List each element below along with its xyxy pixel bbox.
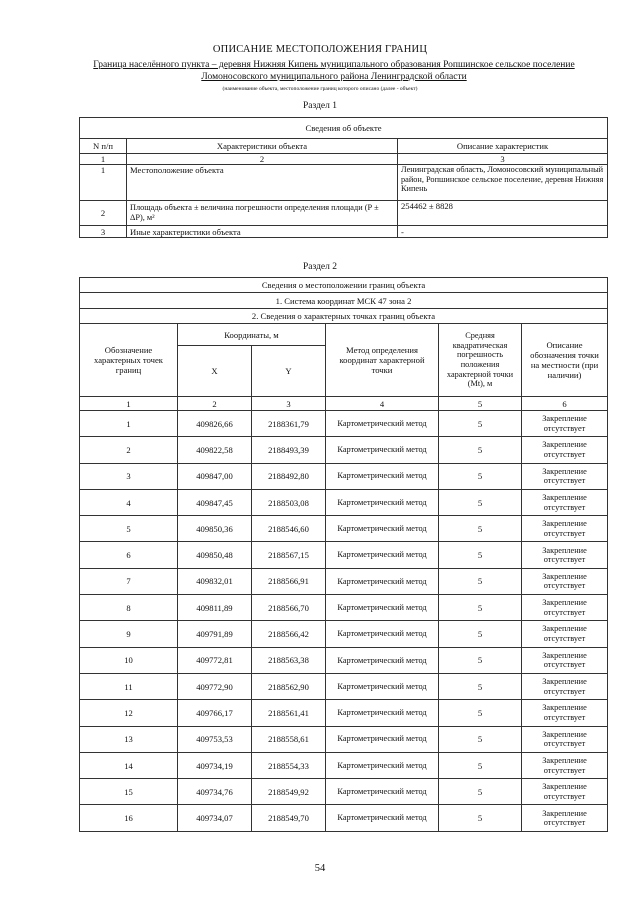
table-row	[80, 542, 608, 568]
coordinate-y: 2188549,70	[252, 805, 326, 831]
point-number: 16	[80, 805, 178, 831]
boundary-location-title: Сведения о местоположении границ объекта	[80, 278, 608, 293]
table-row	[80, 779, 608, 805]
section-2-label: Раздел 2	[303, 262, 337, 272]
point-number: 14	[80, 752, 178, 778]
point-number: 4	[80, 489, 178, 515]
coordinate-x: 409847,00	[178, 463, 252, 489]
col-number: 1	[80, 154, 127, 165]
header-error: Средняя квадратическая погрешность положения характерной точки (Mt), м	[439, 324, 522, 397]
point-description: Закрепление отсутствует	[522, 411, 608, 437]
method: Картометрический метод	[326, 647, 439, 673]
point-number: 11	[80, 673, 178, 699]
point-number: 13	[80, 726, 178, 752]
coordinate-y: 2188566,42	[252, 621, 326, 647]
header-characteristic: Характеристики объекта	[127, 139, 398, 154]
column-numbers-row	[80, 397, 608, 411]
object-name: Граница населённого пункта – деревня Нижняя Кипень муниципального образования Ропшинское сельское поселение Ломоносовского муниципального района Ленинградской области	[93, 60, 575, 82]
coordinate-y: 2188563,38	[252, 647, 326, 673]
object-info-table	[79, 117, 608, 238]
table-row	[80, 463, 608, 489]
method: Картометрический метод	[326, 595, 439, 621]
mean-error: 5	[439, 647, 522, 673]
mean-error: 5	[439, 489, 522, 515]
row-number: 1	[80, 165, 127, 201]
mean-error: 5	[439, 568, 522, 594]
characteristic-name: Площадь объекта ± величина погрешности определения площади (Р ± ΔР), м²	[127, 201, 398, 226]
method: Картометрический метод	[326, 568, 439, 594]
header-method: Метод определения координат характерной точки	[326, 324, 439, 397]
document-title: ОПИСАНИЕ МЕСТОПОЛОЖЕНИЯ ГРАНИЦ	[212, 44, 428, 55]
point-description: Закрепление отсутствует	[522, 700, 608, 726]
method: Картометрический метод	[326, 752, 439, 778]
mean-error: 5	[439, 779, 522, 805]
table-row	[80, 489, 608, 515]
point-description: Закрепление отсутствует	[522, 647, 608, 673]
characteristic-value: -	[398, 226, 608, 238]
coordinate-y: 2188558,61	[252, 726, 326, 752]
coordinate-x: 409734,07	[178, 805, 252, 831]
point-description: Закрепление отсутствует	[522, 673, 608, 699]
point-number: 15	[80, 779, 178, 805]
col-number: 2	[127, 154, 398, 165]
coordinate-y: 2188566,91	[252, 568, 326, 594]
method: Картометрический метод	[326, 542, 439, 568]
coordinate-x: 409847,45	[178, 489, 252, 515]
point-number: 5	[80, 516, 178, 542]
characteristic-value: Ленинградская область, Ломоносовский муниципальный район, Ропшинское сельское поселение, деревня Нижняя Кипень	[398, 165, 608, 201]
point-description: Закрепление отсутствует	[522, 437, 608, 463]
table-row	[80, 568, 608, 594]
table-row	[80, 411, 608, 437]
mean-error: 5	[439, 595, 522, 621]
characteristic-value: 254462 ± 8828	[398, 201, 608, 226]
point-number: 9	[80, 621, 178, 647]
method: Картометрический метод	[326, 437, 439, 463]
point-description: Закрепление отсутствует	[522, 489, 608, 515]
table-row	[80, 700, 608, 726]
header-y: Y	[252, 346, 326, 397]
coordinate-y: 2188546,60	[252, 516, 326, 542]
col-number: 3	[398, 154, 608, 165]
method: Картометрический метод	[326, 516, 439, 542]
coordinate-x: 409826,66	[178, 411, 252, 437]
method: Картометрический метод	[326, 779, 439, 805]
table-row	[80, 805, 608, 831]
method: Картометрический метод	[326, 489, 439, 515]
mean-error: 5	[439, 516, 522, 542]
point-number: 12	[80, 700, 178, 726]
method: Картометрический метод	[326, 463, 439, 489]
mean-error: 5	[439, 752, 522, 778]
header-n: N п/п	[80, 139, 127, 154]
coordinate-x: 409734,19	[178, 752, 252, 778]
page-number: 54	[314, 863, 326, 874]
section-1-label: Раздел 1	[303, 101, 337, 111]
coordinate-y: 2188492,80	[252, 463, 326, 489]
table-row	[80, 516, 608, 542]
mean-error: 5	[439, 726, 522, 752]
points-body	[80, 411, 608, 832]
method: Картометрический метод	[326, 411, 439, 437]
coordinate-x: 409734,76	[178, 779, 252, 805]
row-number: 2	[80, 201, 127, 226]
point-number: 1	[80, 411, 178, 437]
header-description: Описание обозначения точки на местности (при наличии)	[522, 324, 608, 397]
coordinate-x: 409791,89	[178, 621, 252, 647]
table-row	[80, 621, 608, 647]
point-description: Закрепление отсутствует	[522, 805, 608, 831]
point-number: 10	[80, 647, 178, 673]
table-row	[80, 437, 608, 463]
col-number: 2	[178, 397, 252, 411]
header-coordinates: Координаты, м	[178, 324, 326, 346]
table-row	[80, 752, 608, 778]
method: Картометрический метод	[326, 621, 439, 647]
coordinate-x: 409822,58	[178, 437, 252, 463]
method: Картометрический метод	[326, 726, 439, 752]
col-number: 3	[252, 397, 326, 411]
coordinate-x: 409753,53	[178, 726, 252, 752]
coordinate-y: 2188561,41	[252, 700, 326, 726]
header-point: Обозначение характерных точек границ	[80, 324, 178, 397]
col-number: 4	[326, 397, 439, 411]
coordinate-x: 409772,90	[178, 673, 252, 699]
characteristic-name: Иные характеристики объекта	[127, 226, 398, 238]
table-row	[80, 595, 608, 621]
mean-error: 5	[439, 673, 522, 699]
header-x: X	[178, 346, 252, 397]
point-number: 7	[80, 568, 178, 594]
coordinate-y: 2188566,70	[252, 595, 326, 621]
table-row	[80, 673, 608, 699]
header-description: Описание характеристик	[398, 139, 608, 154]
mean-error: 5	[439, 621, 522, 647]
point-number: 3	[80, 463, 178, 489]
mean-error: 5	[439, 411, 522, 437]
boundary-points-title: 2. Сведения о характерных точках границ объекта	[80, 309, 608, 324]
method: Картометрический метод	[326, 700, 439, 726]
coordinate-y: 2188567,15	[252, 542, 326, 568]
row-number: 3	[80, 226, 127, 238]
point-description: Закрепление отсутствует	[522, 621, 608, 647]
coordinate-y: 2188562,90	[252, 673, 326, 699]
mean-error: 5	[439, 700, 522, 726]
point-description: Закрепление отсутствует	[522, 595, 608, 621]
point-description: Закрепление отсутствует	[522, 542, 608, 568]
object-name-caption: (наименование объекта, местоположение границ которого описано (далее - объект)	[222, 86, 418, 92]
point-description: Закрепление отсутствует	[522, 463, 608, 489]
coordinate-y: 2188503,08	[252, 489, 326, 515]
coordinate-x: 409850,48	[178, 542, 252, 568]
table-row	[80, 647, 608, 673]
mean-error: 5	[439, 463, 522, 489]
coordinate-y: 2188493,39	[252, 437, 326, 463]
coordinate-y: 2188361,79	[252, 411, 326, 437]
point-number: 8	[80, 595, 178, 621]
coordinate-x: 409766,17	[178, 700, 252, 726]
point-description: Закрепление отсутствует	[522, 516, 608, 542]
point-description: Закрепление отсутствует	[522, 726, 608, 752]
coordinate-x: 409832,01	[178, 568, 252, 594]
table-row	[80, 726, 608, 752]
coordinate-x: 409850,36	[178, 516, 252, 542]
characteristic-name: Местоположение объекта	[127, 165, 398, 201]
point-description: Закрепление отсутствует	[522, 568, 608, 594]
coordinate-x: 409811,89	[178, 595, 252, 621]
method: Картометрический метод	[326, 805, 439, 831]
method: Картометрический метод	[326, 673, 439, 699]
coordinate-x: 409772,81	[178, 647, 252, 673]
coordinate-y: 2188549,92	[252, 779, 326, 805]
mean-error: 5	[439, 805, 522, 831]
coordinate-system-title: 1. Система координат МСК 47 зона 2	[80, 293, 608, 309]
col-number: 6	[522, 397, 608, 411]
mean-error: 5	[439, 542, 522, 568]
point-number: 2	[80, 437, 178, 463]
object-info-title: Сведения об объекте	[80, 118, 608, 139]
point-description: Закрепление отсутствует	[522, 779, 608, 805]
col-number: 5	[439, 397, 522, 411]
mean-error: 5	[439, 437, 522, 463]
point-description: Закрепление отсутствует	[522, 752, 608, 778]
coordinate-y: 2188554,33	[252, 752, 326, 778]
boundary-points-table	[79, 277, 608, 832]
col-number: 1	[80, 397, 178, 411]
point-number: 6	[80, 542, 178, 568]
